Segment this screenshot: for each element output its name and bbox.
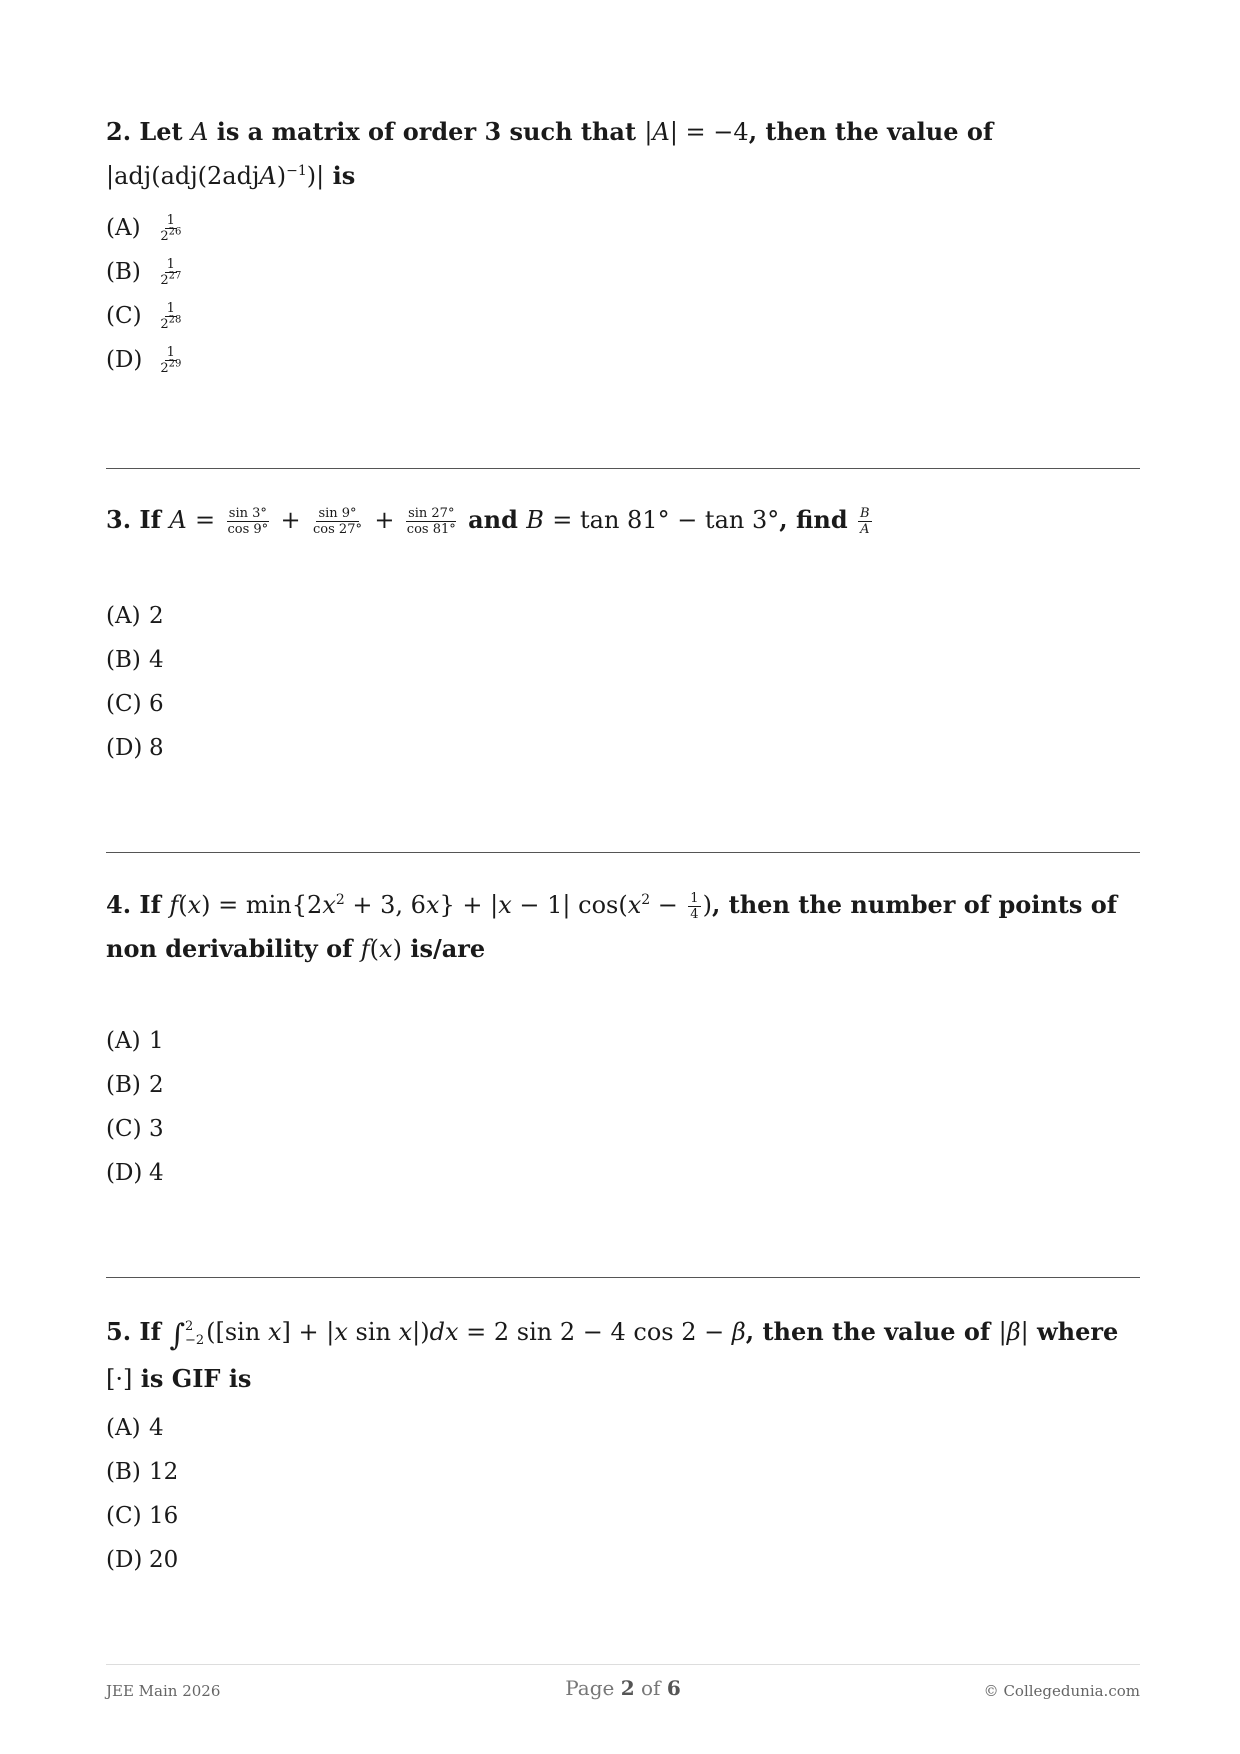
option-value: 4 — [149, 1415, 164, 1441]
option-value: 12 — [149, 1459, 179, 1485]
question-stem — [106, 1310, 1140, 1401]
option-value: 6 — [149, 691, 164, 717]
question-stem — [106, 498, 1140, 542]
option-label: (A) — [106, 1028, 141, 1054]
options-list — [106, 594, 164, 770]
page-footer — [106, 1676, 1140, 1706]
footer-page-number: Page 2 of 6 — [565, 1676, 681, 1700]
option-c[interactable] — [106, 682, 164, 726]
footer-copyright: © Collegedunia.com — [983, 1682, 1140, 1700]
divider — [106, 468, 1140, 469]
option-label: (D) — [106, 347, 143, 373]
option-value: 3 — [149, 1116, 164, 1142]
option-c[interactable] — [106, 294, 185, 338]
option-label: (C) — [106, 303, 142, 329]
option-b[interactable] — [106, 1063, 164, 1107]
option-fraction: $\frac{1}{2^{26}}$ — [160, 213, 182, 244]
option-d[interactable] — [106, 338, 185, 382]
option-label: (B) — [106, 259, 141, 285]
option-label: (B) — [106, 1072, 141, 1098]
option-c[interactable] — [106, 1107, 164, 1151]
option-value: 4 — [149, 1160, 164, 1186]
option-label: (A) — [106, 603, 141, 629]
option-value: 4 — [149, 647, 164, 673]
option-label: (C) — [106, 691, 142, 717]
option-label: (B) — [106, 1459, 141, 1485]
option-value: 16 — [149, 1503, 179, 1529]
option-a[interactable] — [106, 1406, 178, 1450]
footer-divider — [106, 1664, 1140, 1665]
option-value: 1 — [149, 1028, 164, 1054]
option-b[interactable] — [106, 250, 185, 294]
stem-text: 4. If $f(x) = \min\{2x^2 + 3$, 6x} + |x − 1| $\cos(x^2$ − $\frac{1}{4}$ ), then the number of points of non derivability of f(x) is/are — [106, 890, 1118, 963]
option-a[interactable] — [106, 1019, 164, 1063]
option-label: (A) — [106, 1415, 141, 1441]
option-label: (D) — [106, 1547, 143, 1573]
option-d[interactable] — [106, 1151, 164, 1195]
footer-exam-name: JEE Main 2026 — [106, 1682, 221, 1700]
option-label: (D) — [106, 735, 143, 761]
option-label: (C) — [106, 1116, 142, 1142]
option-value: 8 — [149, 735, 164, 761]
option-fraction: $\frac{1}{2^{29}}$ — [160, 345, 182, 376]
question-3 — [106, 498, 1140, 761]
option-c[interactable] — [106, 1494, 178, 1538]
option-value: 2 — [149, 1072, 164, 1098]
question-5 — [106, 1310, 1140, 1573]
question-stem — [106, 883, 1140, 971]
question-stem — [106, 110, 1140, 198]
stem-text: 3. If A = $\frac{\sin 3^\circ}{\cos 9^\circ}$ + $\frac{\sin 9^\circ}{\cos 27^\circ}$ + $\frac{\sin 27^\circ}{\cos 81^\circ}$ and B = tan 81° − tan 3°, find $\frac{B}{A}$ — [106, 505, 870, 537]
option-value: 20 — [149, 1547, 179, 1573]
option-b[interactable] — [106, 638, 164, 682]
options-list — [106, 206, 185, 382]
option-value: 2 — [149, 603, 164, 629]
option-d[interactable] — [106, 1538, 178, 1582]
options-list — [106, 1019, 164, 1195]
divider — [106, 852, 1140, 853]
option-a[interactable] — [106, 594, 164, 638]
option-b[interactable] — [106, 1450, 178, 1494]
option-label: (D) — [106, 1160, 143, 1186]
option-d[interactable] — [106, 726, 164, 770]
option-label: (B) — [106, 647, 141, 673]
question-2 — [106, 110, 1140, 376]
divider — [106, 1277, 1140, 1278]
option-fraction: $\frac{1}{2^{28}}$ — [160, 301, 182, 332]
option-fraction: $\frac{1}{2^{27}}$ — [160, 257, 182, 288]
option-label: (A) — [106, 215, 141, 241]
stem-text: 5. If ∫ 2 −2 ([sin x] + |x sin x|)dx = 2 sin 2 − 4 cos 2 − β, then the value of |β| where [·] is GIF is — [106, 1317, 1119, 1393]
stem-text: 2. Let A is a matrix of order 3 such that |A| = −4, then the value of |adj(adj(2adjA)$^{-1}$)| is — [106, 117, 994, 190]
question-4 — [106, 883, 1140, 1186]
option-a[interactable] — [106, 206, 185, 250]
option-label: (C) — [106, 1503, 142, 1529]
options-list — [106, 1406, 178, 1582]
